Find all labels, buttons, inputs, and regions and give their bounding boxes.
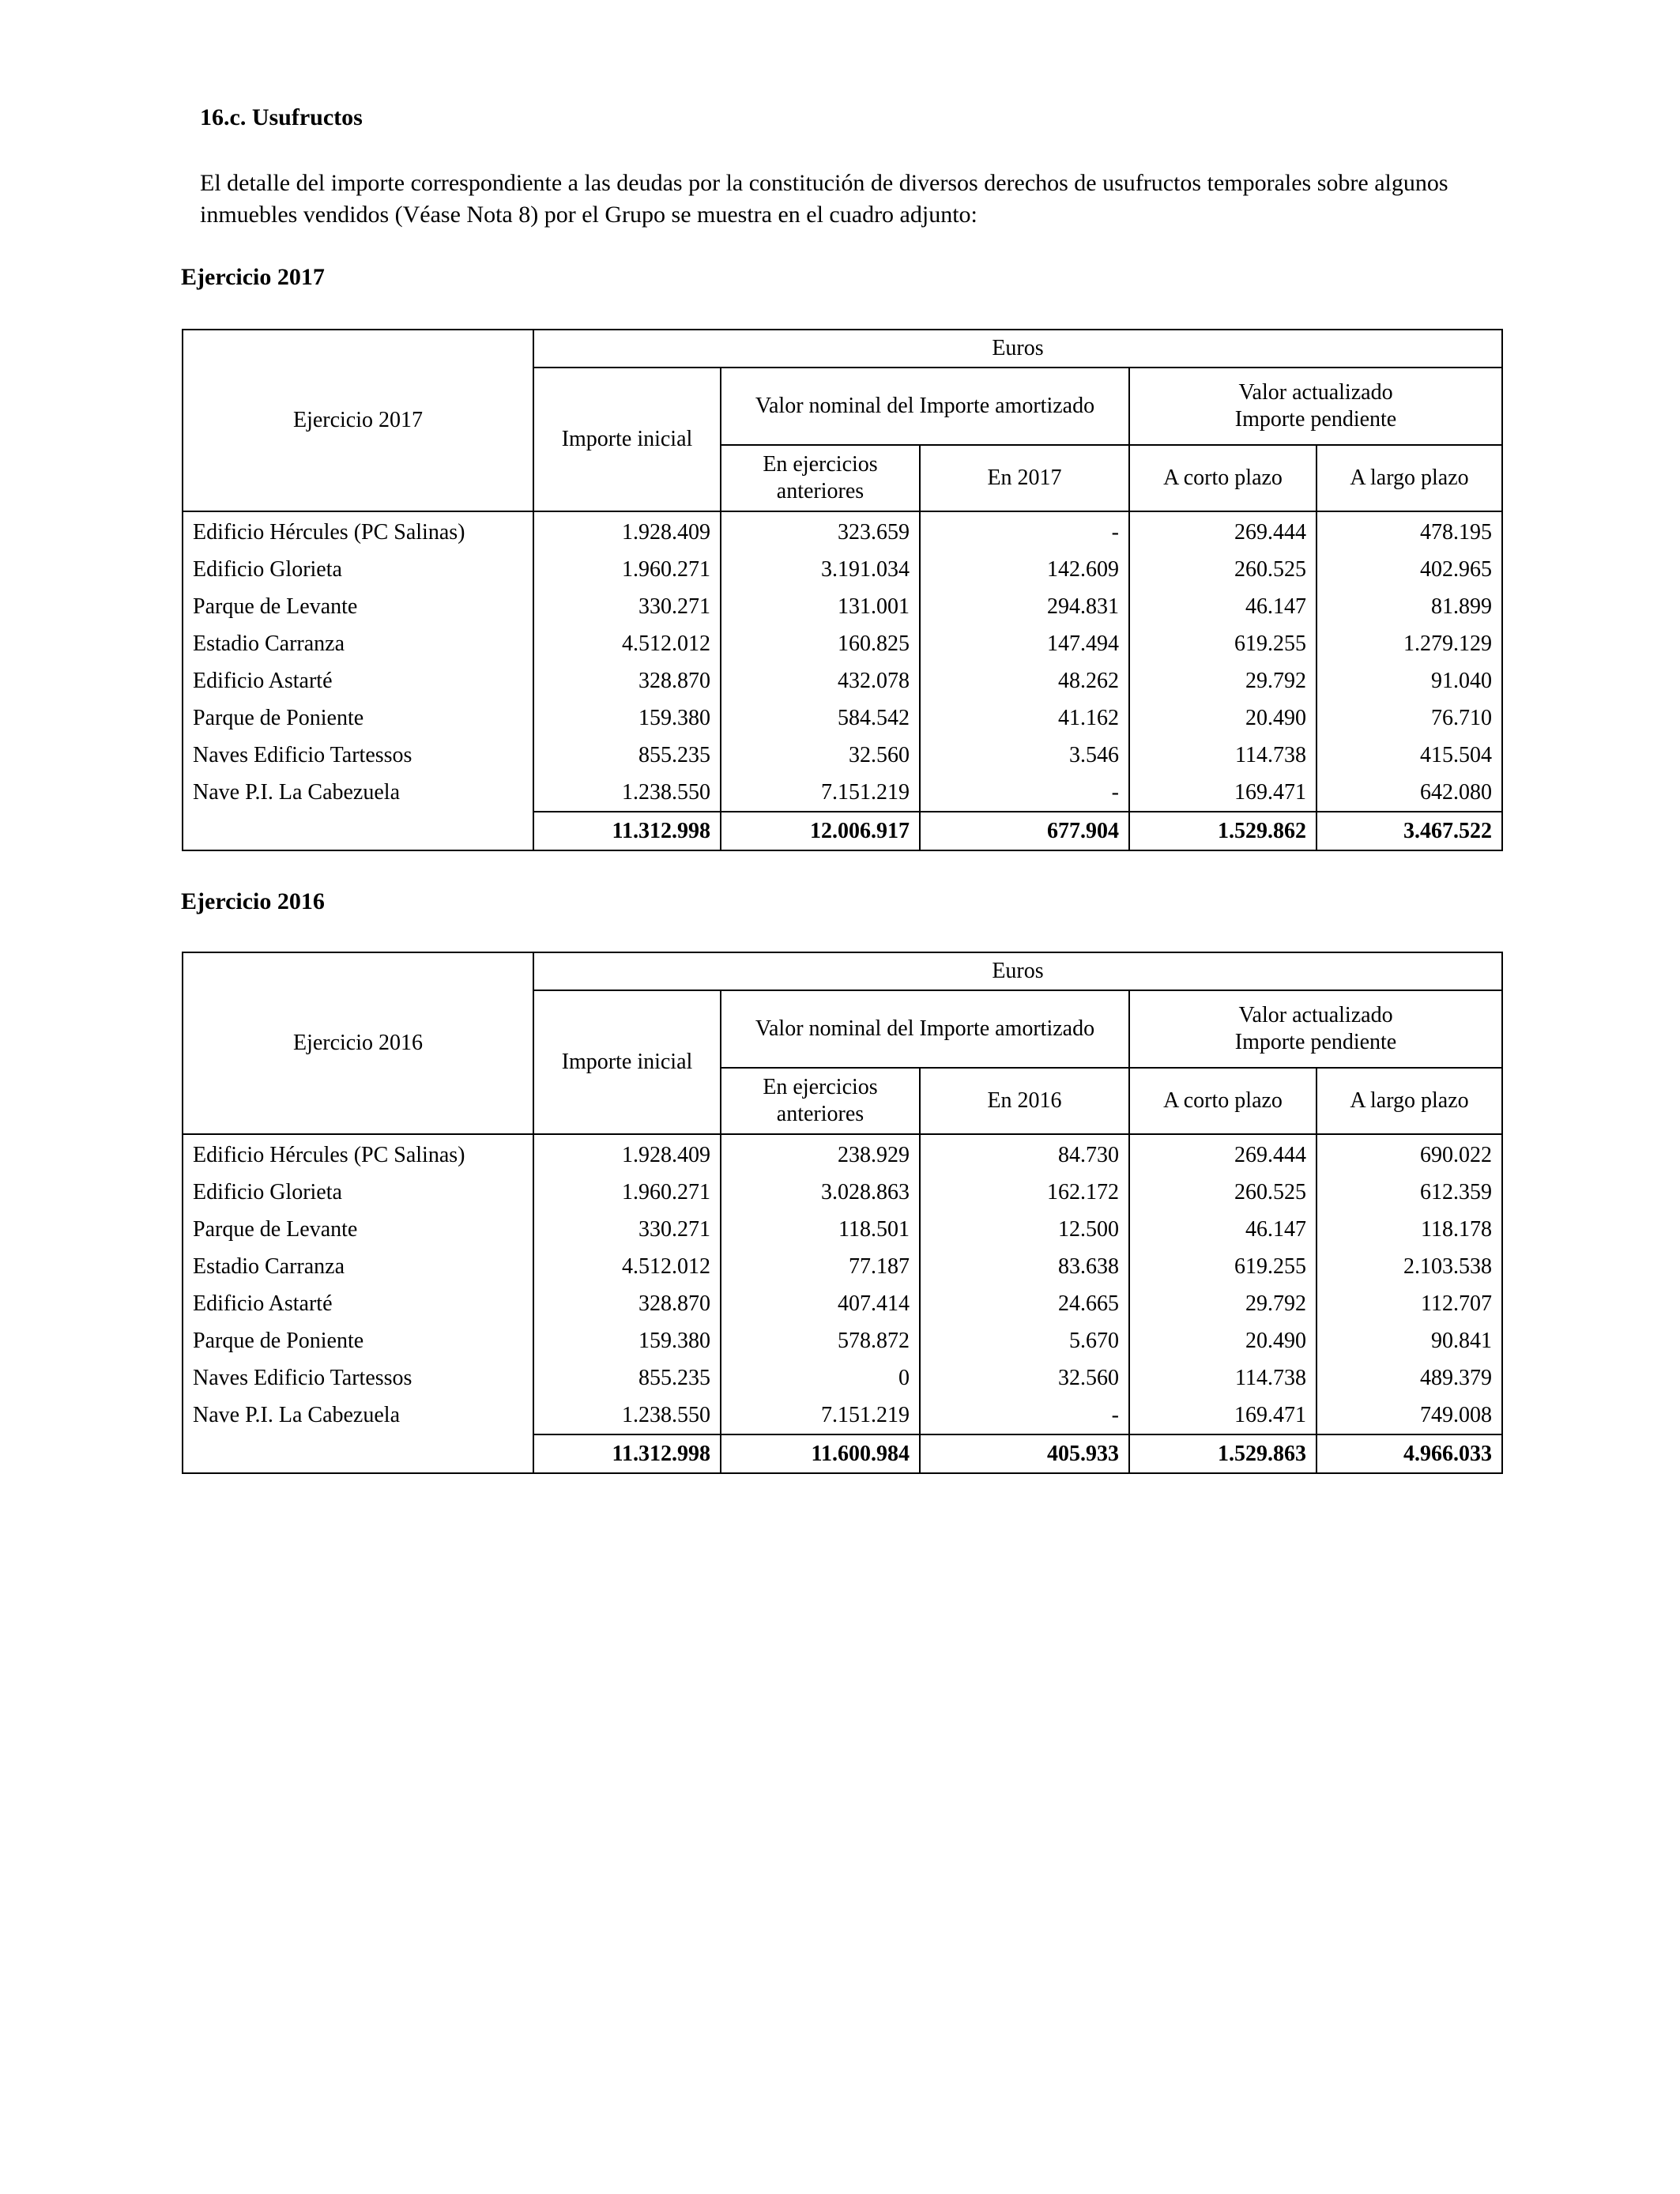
- cell-corto: 619.255: [1129, 625, 1317, 662]
- cell-inicial: 330.271: [533, 1211, 721, 1248]
- cell-anteriores: 323.659: [721, 511, 920, 551]
- cell-largo: 76.710: [1317, 699, 1502, 737]
- cell-largo: 2.103.538: [1317, 1248, 1502, 1285]
- totals-row: [183, 812, 1502, 850]
- table-row: [183, 1359, 1502, 1397]
- table-row: [183, 1285, 1502, 1322]
- table-2016-title: Ejercicio 2016: [181, 888, 325, 914]
- cell-inicial: 855.235: [533, 737, 721, 774]
- cell-inicial: 1.960.271: [533, 551, 721, 588]
- row-name: Nave P.I. La Cabezuela: [183, 1397, 533, 1434]
- header-corto-plazo: A corto plazo: [1129, 1068, 1317, 1134]
- cell-corto: 269.444: [1129, 1134, 1317, 1174]
- cell-corto: 269.444: [1129, 511, 1317, 551]
- total-year: 677.904: [920, 812, 1129, 850]
- table-row: [183, 625, 1502, 662]
- cell-corto: 260.525: [1129, 1174, 1317, 1211]
- header-currency: Euros: [533, 330, 1502, 368]
- table-row: [183, 662, 1502, 699]
- cell-largo: 478.195: [1317, 511, 1502, 551]
- cell-corto: 20.490: [1129, 699, 1317, 737]
- cell-inicial: 328.870: [533, 662, 721, 699]
- header-currency: Euros: [533, 952, 1502, 990]
- header-valor-nominal: Valor nominal del Importe amortizado: [721, 990, 1129, 1068]
- total-corto: 1.529.863: [1129, 1434, 1317, 1473]
- cell-corto: 114.738: [1129, 737, 1317, 774]
- cell-year: 12.500: [920, 1211, 1129, 1248]
- row-name: Edificio Hércules (PC Salinas): [183, 1134, 533, 1174]
- cell-corto: 20.490: [1129, 1322, 1317, 1359]
- header-valor-actualizado: [1129, 368, 1502, 445]
- table-row: [183, 737, 1502, 774]
- cell-inicial: 4.512.012: [533, 1248, 721, 1285]
- row-name: Naves Edificio Tartessos: [183, 1359, 533, 1397]
- cell-year: -: [920, 774, 1129, 812]
- total-largo: 4.966.033: [1317, 1434, 1502, 1473]
- row-name: Parque de Levante: [183, 1211, 533, 1248]
- row-name: Naves Edificio Tartessos: [183, 737, 533, 774]
- cell-anteriores: 3.028.863: [721, 1174, 920, 1211]
- cell-anteriores: 7.151.219: [721, 1397, 920, 1434]
- cell-largo: 402.965: [1317, 551, 1502, 588]
- table-row: [183, 588, 1502, 625]
- cell-inicial: 1.238.550: [533, 1397, 721, 1434]
- header-valor-actualizado-line2: Importe pendiente: [1234, 407, 1397, 432]
- cell-largo: 1.279.129: [1317, 625, 1502, 662]
- header-ejercicios-anteriores: [721, 445, 920, 511]
- cell-inicial: 4.512.012: [533, 625, 721, 662]
- total-corto: 1.529.862: [1129, 812, 1317, 850]
- cell-year: 32.560: [920, 1359, 1129, 1397]
- cell-anteriores: 432.078: [721, 662, 920, 699]
- cell-corto: 169.471: [1129, 774, 1317, 812]
- cell-year: 147.494: [920, 625, 1129, 662]
- cell-year: 5.670: [920, 1322, 1129, 1359]
- row-name: Edificio Glorieta: [183, 1174, 533, 1211]
- cell-corto: 169.471: [1129, 1397, 1317, 1434]
- cell-year: 48.262: [920, 662, 1129, 699]
- cell-year: 294.831: [920, 588, 1129, 625]
- total-anteriores: 11.600.984: [721, 1434, 920, 1473]
- row-name: Parque de Poniente: [183, 1322, 533, 1359]
- cell-year: 24.665: [920, 1285, 1129, 1322]
- cell-inicial: 1.928.409: [533, 511, 721, 551]
- header-importe-inicial: Importe inicial: [533, 368, 721, 511]
- cell-anteriores: 131.001: [721, 588, 920, 625]
- cell-largo: 749.008: [1317, 1397, 1502, 1434]
- cell-anteriores: 0: [721, 1359, 920, 1397]
- row-name: Edificio Glorieta: [183, 551, 533, 588]
- cell-corto: 29.792: [1129, 662, 1317, 699]
- cell-inicial: 159.380: [533, 699, 721, 737]
- totals-label-cell: [183, 812, 533, 850]
- header-label: Ejercicio 2017: [183, 330, 533, 511]
- row-name: Parque de Levante: [183, 588, 533, 625]
- header-valor-nominal: Valor nominal del Importe amortizado: [721, 368, 1129, 445]
- cell-year: 142.609: [920, 551, 1129, 588]
- total-inicial: 11.312.998: [533, 1434, 721, 1473]
- cell-year: 84.730: [920, 1134, 1129, 1174]
- table-row: [183, 1248, 1502, 1285]
- row-name: Nave P.I. La Cabezuela: [183, 774, 533, 812]
- row-name: Estadio Carranza: [183, 625, 533, 662]
- header-valor-actualizado: [1129, 990, 1502, 1068]
- cell-largo: 90.841: [1317, 1322, 1502, 1359]
- table-row: [183, 1211, 1502, 1248]
- usufructos-table-2017: [182, 329, 1503, 851]
- row-name: Edificio Hércules (PC Salinas): [183, 511, 533, 551]
- cell-anteriores: 77.187: [721, 1248, 920, 1285]
- totals-row: [183, 1434, 1502, 1473]
- cell-year: 162.172: [920, 1174, 1129, 1211]
- header-label: Ejercicio 2016: [183, 952, 533, 1134]
- cell-inicial: 330.271: [533, 588, 721, 625]
- cell-corto: 114.738: [1129, 1359, 1317, 1397]
- cell-inicial: 159.380: [533, 1322, 721, 1359]
- header-valor-actualizado-line2: Importe pendiente: [1234, 1030, 1397, 1054]
- total-anteriores: 12.006.917: [721, 812, 920, 850]
- cell-largo: 642.080: [1317, 774, 1502, 812]
- header-ejercicios-anteriores-line2: anteriores: [776, 1102, 864, 1126]
- totals-label-cell: [183, 1434, 533, 1473]
- total-largo: 3.467.522: [1317, 812, 1502, 850]
- table-row: [183, 1174, 1502, 1211]
- cell-year: 41.162: [920, 699, 1129, 737]
- cell-largo: 81.899: [1317, 588, 1502, 625]
- cell-year: 3.546: [920, 737, 1129, 774]
- cell-corto: 46.147: [1129, 1211, 1317, 1248]
- table-row: [183, 551, 1502, 588]
- header-importe-inicial: Importe inicial: [533, 990, 721, 1134]
- cell-largo: 91.040: [1317, 662, 1502, 699]
- header-valor-actualizado-line1: Valor actualizado: [1238, 1003, 1393, 1027]
- cell-corto: 260.525: [1129, 551, 1317, 588]
- cell-largo: 690.022: [1317, 1134, 1502, 1174]
- intro-paragraph: El detalle del importe correspondiente a las deudas por la constitución de diversos derechos de usufructos temporales sobre algunos inmuebles vendidos (Véase Nota 8) por el Grupo se muestra en el cuadro adjunto:: [200, 170, 1448, 228]
- header-largo-plazo: A largo plazo: [1317, 1068, 1502, 1134]
- cell-inicial: 855.235: [533, 1359, 721, 1397]
- cell-largo: 112.707: [1317, 1285, 1502, 1322]
- total-year: 405.933: [920, 1434, 1129, 1473]
- cell-largo: 415.504: [1317, 737, 1502, 774]
- section-heading: 16.c. Usufructos: [200, 104, 363, 130]
- table-row: [183, 1322, 1502, 1359]
- cell-largo: 612.359: [1317, 1174, 1502, 1211]
- table-row: [183, 1397, 1502, 1434]
- cell-anteriores: 578.872: [721, 1322, 920, 1359]
- header-valor-actualizado-line1: Valor actualizado: [1238, 380, 1393, 405]
- table-row: [183, 1134, 1502, 1174]
- cell-anteriores: 32.560: [721, 737, 920, 774]
- header-ejercicios-anteriores-line1: En ejercicios: [763, 452, 878, 477]
- cell-year: 83.638: [920, 1248, 1129, 1285]
- cell-largo: 118.178: [1317, 1211, 1502, 1248]
- total-inicial: 11.312.998: [533, 812, 721, 850]
- cell-anteriores: 407.414: [721, 1285, 920, 1322]
- usufructos-table-2016: [182, 952, 1503, 1474]
- cell-year: -: [920, 1397, 1129, 1434]
- header-ejercicios-anteriores-line2: anteriores: [776, 479, 864, 503]
- cell-corto: 46.147: [1129, 588, 1317, 625]
- cell-corto: 29.792: [1129, 1285, 1317, 1322]
- row-name: Edificio Astarté: [183, 662, 533, 699]
- cell-inicial: 328.870: [533, 1285, 721, 1322]
- table-row: [183, 511, 1502, 551]
- table-row: [183, 699, 1502, 737]
- cell-anteriores: 584.542: [721, 699, 920, 737]
- header-year: En 2016: [920, 1068, 1129, 1134]
- header-largo-plazo: A largo plazo: [1317, 445, 1502, 511]
- header-ejercicios-anteriores: [721, 1068, 920, 1134]
- cell-anteriores: 238.929: [721, 1134, 920, 1174]
- cell-anteriores: 160.825: [721, 625, 920, 662]
- table-row: [183, 774, 1502, 812]
- header-ejercicios-anteriores-line1: En ejercicios: [763, 1075, 878, 1099]
- row-name: Estadio Carranza: [183, 1248, 533, 1285]
- row-name: Edificio Astarté: [183, 1285, 533, 1322]
- cell-inicial: 1.928.409: [533, 1134, 721, 1174]
- cell-inicial: 1.238.550: [533, 774, 721, 812]
- header-corto-plazo: A corto plazo: [1129, 445, 1317, 511]
- cell-anteriores: 3.191.034: [721, 551, 920, 588]
- cell-anteriores: 7.151.219: [721, 774, 920, 812]
- table-2017-title: Ejercicio 2017: [181, 264, 325, 290]
- cell-anteriores: 118.501: [721, 1211, 920, 1248]
- cell-largo: 489.379: [1317, 1359, 1502, 1397]
- cell-year: -: [920, 511, 1129, 551]
- row-name: Parque de Poniente: [183, 699, 533, 737]
- cell-inicial: 1.960.271: [533, 1174, 721, 1211]
- header-year: En 2017: [920, 445, 1129, 511]
- cell-corto: 619.255: [1129, 1248, 1317, 1285]
